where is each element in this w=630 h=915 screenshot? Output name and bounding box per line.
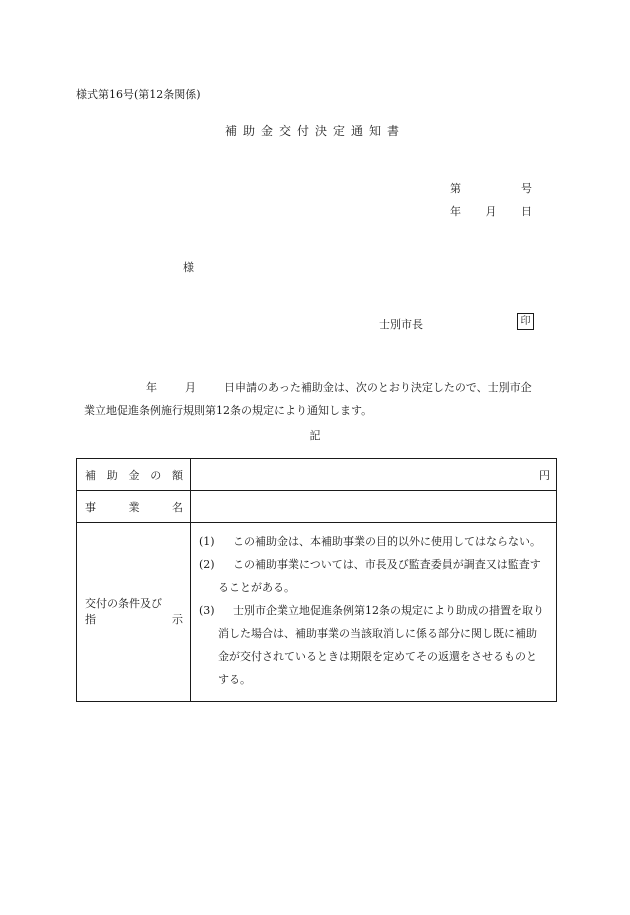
doc-number-suffix: 号 [521, 182, 532, 195]
addressee-honorific: 様 [183, 261, 194, 274]
conditions-label-char: 示 [172, 613, 183, 626]
seal-mark: 印 [517, 313, 534, 330]
amount-label-char: 額 [172, 468, 183, 482]
notice-body-line2: 業立地促進条例施行規則第12条の規定により通知します。 [84, 404, 373, 417]
subsidy-table [76, 458, 557, 702]
body-year: 年 [146, 381, 157, 394]
condition-text: この補助事業については、市長及び監査委員が調査又は監査することがある。 [218, 558, 541, 594]
condition-number: (3) [199, 604, 215, 617]
amount-unit: 円 [539, 468, 550, 482]
date-month: 月 [485, 205, 497, 218]
notice-body [84, 376, 554, 422]
issuer-title: 士別市長 [379, 318, 423, 331]
document-date [450, 203, 532, 219]
table-row-amount [77, 459, 557, 491]
document-number [450, 180, 532, 196]
conditions-label-line2 [85, 612, 183, 628]
date-year: 年 [450, 205, 461, 218]
ki-heading: 記 [309, 429, 321, 442]
body-month: 月 [185, 381, 196, 394]
condition-text: 士別市企業立地促進条例第12条の規定により助成の措置を取り消した場合は、補助事業の当該取消しに係る部分に関し既に補助金が交付されているときは期限を定めてその返還をさせるものとする。 [218, 604, 544, 686]
condition-item [199, 553, 546, 599]
project-label-char: 事 [85, 500, 96, 514]
notice-body-line1 [84, 376, 554, 399]
conditions-cell [191, 523, 557, 702]
form-number: 様式第16号(第12条関係) [76, 88, 201, 101]
conditions-label [77, 523, 191, 702]
project-label-char: 名 [172, 500, 183, 514]
amount-label-char: 金 [128, 468, 140, 482]
condition-text: この補助金は、本補助事業の目的以外に使用してはならない。 [233, 535, 541, 548]
doc-number-prefix: 第 [450, 182, 461, 195]
conditions-label-char: 指 [85, 613, 96, 626]
date-day: 日 [521, 205, 532, 218]
condition-number: (1) [199, 535, 215, 548]
condition-item [199, 530, 546, 553]
amount-label-char: の [150, 468, 162, 482]
amount-label [77, 459, 191, 491]
project-label-char: 業 [128, 500, 140, 514]
table-row-project [77, 491, 557, 523]
amount-label-char: 補 [85, 468, 96, 482]
document-title: 補助金交付決定通知書 [224, 124, 405, 138]
project-label [77, 491, 191, 523]
condition-item [199, 599, 546, 691]
condition-number: (2) [199, 558, 215, 571]
table-row-conditions [77, 523, 557, 702]
conditions-label-line1: 交付の条件及び [85, 597, 162, 610]
project-name-cell[interactable] [191, 491, 557, 523]
amount-value-cell[interactable] [191, 459, 557, 491]
amount-label-char: 助 [106, 468, 118, 482]
body-line1-rest: 日申請のあった補助金は、次のとおり決定したので、士別市企 [224, 381, 532, 394]
